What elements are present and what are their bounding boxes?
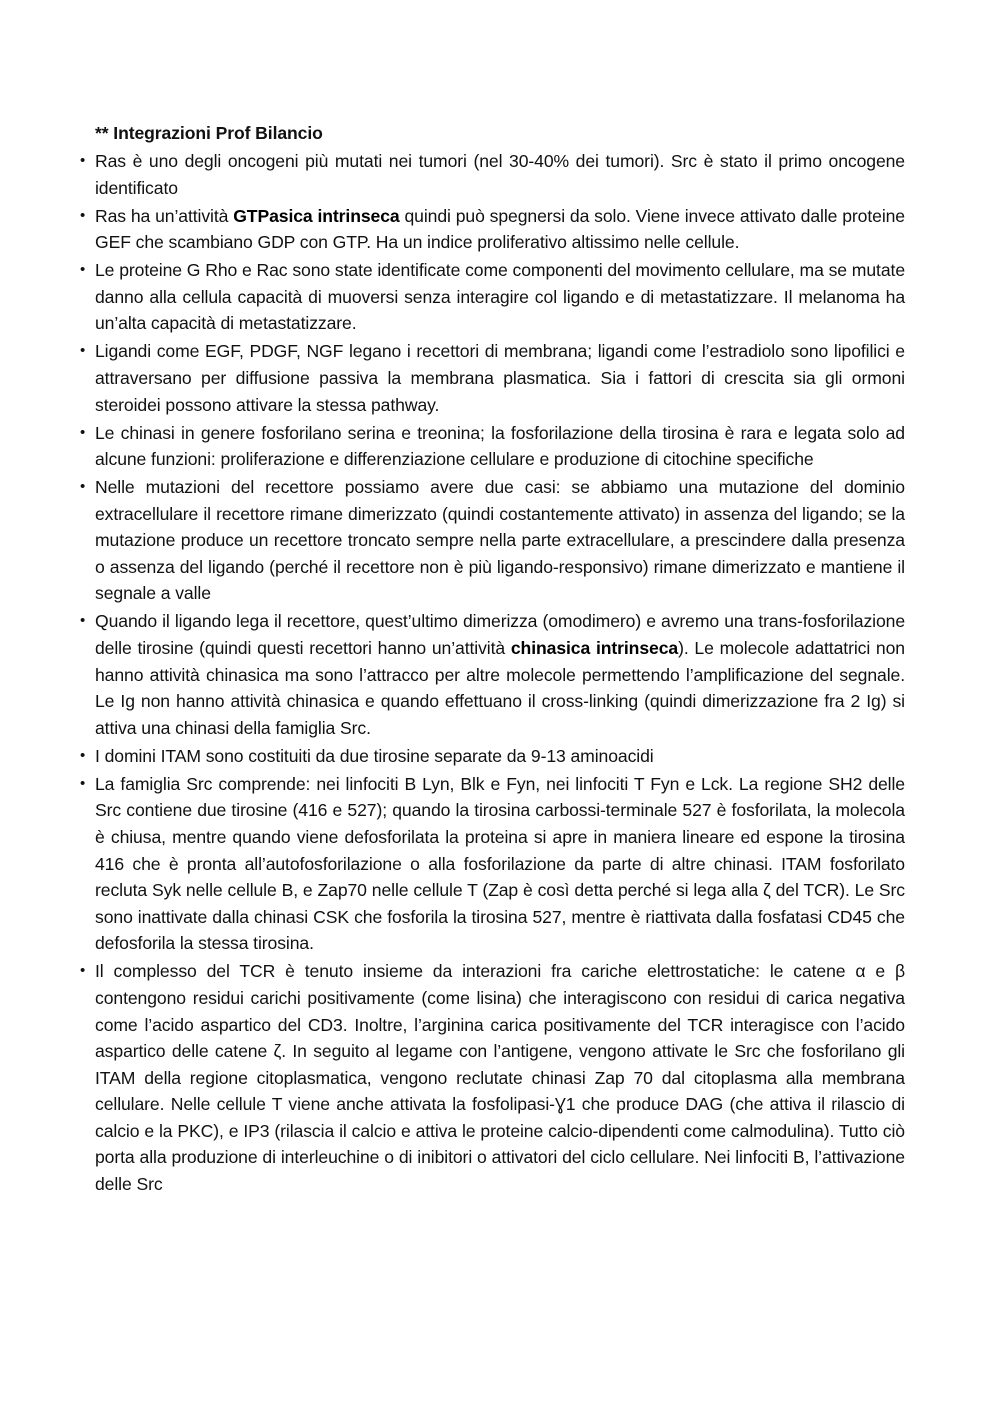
bullet-icon: •: [80, 774, 86, 792]
item-text: Il complesso del TCR è tenuto insieme da interazioni fra cariche elettrostatiche: le catene α e β contengono residui carichi positivamente (come lisina) che interagiscono con residui di carica negativa come l’acido aspartico del CD3. Inoltre, l’arginina carica positivamente del TCR interagisce con l’acido aspartico delle catene ζ. In seguito al legame con l’antigene, vengono attivate le Src che fosforilano gli ITAM della regione citoplasmatica, vengono reclutate chinasi Zap 70 dal citoplasma alla membrana cellulare. Nelle cellule T viene anche attivata la fosfolipasi-Ɣ1 che produce DAG (che attiva il rilascio di calcio e la PKC), e IP3 (rilascia il calcio e attiva le proteine calcio-dipendenti come calmodulina). Tutto ciò porta alla produzione di interleuchine o di inibitori o attivatori del ciclo cellulare. Nei linfociti B, l’attivazione delle Src: [95, 961, 905, 1195]
bullet-icon: •: [80, 612, 86, 630]
list-item: [80, 338, 905, 418]
list-item: [80, 257, 905, 337]
list-item: [80, 743, 905, 770]
bullet-icon: •: [80, 962, 86, 980]
item-text: Quando il ligando lega il recettore, quest’ultimo dimerizza (omodimero) e avremo una trans-fosforilazione delle tirosine (quindi questi recettori hanno un’attività: [95, 611, 905, 659]
section-heading: ** Integrazioni Prof Bilancio: [95, 123, 323, 143]
bullet-icon: •: [80, 746, 86, 764]
list-item: [80, 203, 905, 256]
list-item: [80, 420, 905, 473]
item-text: Nelle mutazioni del recettore possiamo avere due casi: se abbiamo una mutazione del dominio extracellulare il recettore rimane dimerizzato (quindi costantemente attivato) in assenza del ligando; se la mutazione produce un recettore troncato sempre nella parte extracellulare, a prescindere dalla presenza o assenza del ligando (perché il recettore non è più ligando-responsivo) rimane dimerizzato e mantiene il segnale a valle: [95, 477, 905, 604]
bullet-icon: •: [80, 423, 86, 441]
bullet-icon: •: [80, 152, 86, 169]
bullet-icon: •: [80, 342, 86, 360]
item-text: La famiglia Src comprende: nei linfociti B Lyn, Blk e Fyn, nei linfociti T Fyn e Lck. La regione SH2 delle Src contiene due tirosine (416 e 527); quando la tirosina carbossi-terminale 527 è fosforilata, la molecola è chiusa, mentre quando viene defosforilata la proteina si apre in maniera lineare ed espone la tirosina 416 che è pronta all’autofosforilazione o alla fosforilazione da parte di altre chinasi. ITAM fosforilato recluta Syk nelle cellule B, e Zap70 nelle cellule T (Zap è così detta perché si lega alla ζ del TCR). Le Src sono inattivate dalla chinasi CSK che fosforila la tirosina 527, mentre è riattivata dalla fosfatasi CD45 che defosforila la stessa tirosina.: [95, 773, 905, 954]
item-text: I domini ITAM sono costituiti da due tirosine separate da 9-13 aminoacidi: [95, 745, 654, 766]
list-item: [80, 148, 905, 201]
list-item: [80, 608, 905, 741]
bullet-icon: •: [80, 478, 86, 496]
bullet-icon: •: [80, 206, 86, 224]
item-text-continued: ). Le molecole adattatrici non hanno attività chinasica ma sono l’attracco per altre molecole permettendo l’amplificazione del segnale. Le Ig non hanno attività chinasica e quando effettuano il cross-linking (quindi dimerizzazione fra 2 Ig) si attiva una chinasi della famiglia Src.: [95, 638, 905, 738]
item-text: Ligandi come EGF, PDGF, NGF legano i recettori di membrana; ligandi come l’estradiolo sono lipofilici e attraversano per diffusione passiva la membrana plasmatica. Sia i fattori di crescita sia gli ormoni steroidei possono attivare la stessa pathway.: [95, 341, 905, 415]
bullet-icon: •: [80, 261, 86, 279]
bullet-list: [80, 148, 905, 1198]
item-text-continued: quindi può spegnersi da solo. Viene invece attivato dalle proteine GEF che scambiano GDP con GTP. Ha un indice proliferativo altissimo nelle cellule.: [95, 205, 905, 253]
document-page: [80, 120, 905, 1199]
list-item: [80, 958, 905, 1197]
list-item: [80, 771, 905, 957]
item-text: Le chinasi in genere fosforilano serina e treonina; la fosforilazione della tirosina è rara e legata solo ad alcune funzioni: proliferazione e differenziazione cellulare e produzione di citochine specifiche: [95, 422, 905, 470]
item-text: Le proteine G Rho e Rac sono state identificate come componenti del movimento cellulare, ma se mutate danno alla cellula capacità di muoversi senza interagire col ligando e di metastatizzare. Il melanoma ha un’alta capacità di metastatizzare.: [95, 260, 905, 334]
item-text: Ras è uno degli oncogeni più mutati nei tumori (nel 30-40% dei tumori). Src è stato il primo oncogene identificato: [95, 151, 905, 198]
list-item: [80, 474, 905, 607]
highlighted-term: chinasica intrinseca: [510, 638, 679, 659]
highlighted-term: GTPasica intrinseca: [233, 205, 400, 226]
item-text: Ras ha un’attività: [95, 205, 234, 226]
